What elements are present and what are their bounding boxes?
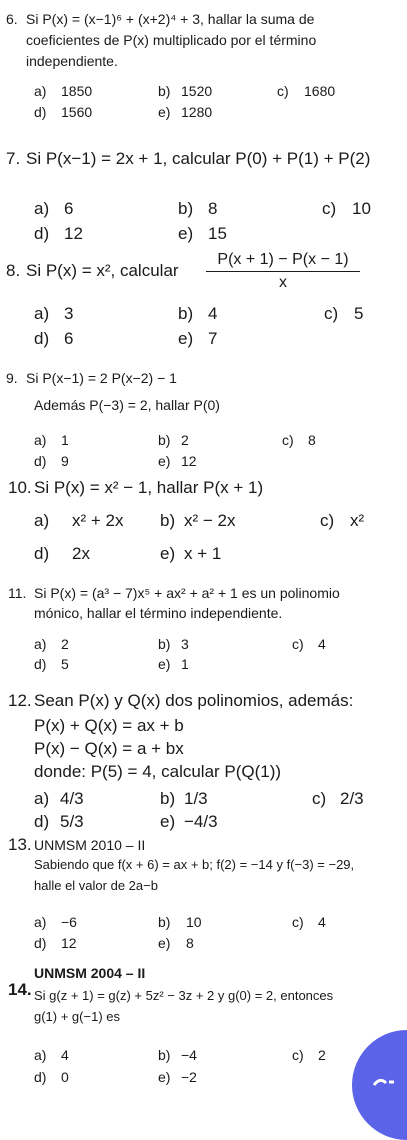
problem-statement-line: Sabiendo que f(x + 6) = ax + b; f(2) = −14 y f(−3) = −29, <box>34 857 355 872</box>
option-letter: a) <box>34 789 50 808</box>
option-value: 5 <box>354 304 364 323</box>
problem-statement-line: mónico, hallar el término independiente. <box>34 605 283 621</box>
exam-source: UNMSM 2010 – II <box>34 837 146 853</box>
option-value: x² + 2x <box>72 511 124 530</box>
option-value: 1850 <box>61 83 93 99</box>
option-value: 6 <box>64 329 74 348</box>
option-value: 10 <box>186 914 202 930</box>
option-letter: a) <box>34 199 50 218</box>
option-letter: b) <box>178 199 194 218</box>
option-value: 4 <box>318 914 326 930</box>
problem-statement-line: Si P(x−1) = 2x + 1, calcular P(0) + P(1) + P(2) <box>26 149 371 168</box>
option-value: x² <box>350 511 365 530</box>
option-letter: e) <box>158 935 171 951</box>
option-letter: b) <box>158 636 171 652</box>
problem-number: 13. <box>8 835 32 854</box>
problem-statement-line: Sean P(x) y Q(x) dos polinomios, además: <box>34 691 354 710</box>
option-value: 5/3 <box>60 812 84 831</box>
option-value: 12 <box>64 224 83 243</box>
fraction <box>206 251 360 292</box>
problem-statement-line: Además P(−3) = 2, hallar P(0) <box>34 397 220 413</box>
option-value: 7 <box>208 329 218 348</box>
problem-number: 14. <box>8 980 32 999</box>
problem-statement-line: Si P(x−1) = 2 P(x−2) − 1 <box>26 370 177 386</box>
problem-statement-line: P(x) − Q(x) = a + bx <box>34 739 184 758</box>
exam-source: UNMSM 2004 – II <box>34 965 146 981</box>
option-letter: c) <box>277 83 289 99</box>
problem-statement-line: independiente. <box>26 53 118 69</box>
option-value: 1/3 <box>184 789 208 808</box>
option-value: −6 <box>61 914 77 930</box>
option-letter: e) <box>160 544 176 563</box>
option-value: 2x <box>72 544 90 563</box>
option-value: 4 <box>61 1047 69 1063</box>
option-value: x + 1 <box>184 544 222 563</box>
fraction-numerator: P(x + 1) − P(x − 1) <box>217 251 349 268</box>
option-letter: d) <box>34 104 47 120</box>
option-letter: a) <box>34 914 47 930</box>
problem-statement-line: g(1) + g(−1) es <box>34 1009 120 1024</box>
option-value: 8 <box>208 199 218 218</box>
option-letter: a) <box>34 432 47 448</box>
problem-number: 12. <box>8 691 32 710</box>
fraction-denominator: x <box>279 274 287 291</box>
option-letter: b) <box>160 511 176 530</box>
option-letter: b) <box>158 83 171 99</box>
option-letter: e) <box>158 656 171 672</box>
problem-statement-line: P(x) + Q(x) = ax + b <box>34 716 184 735</box>
option-letter: b) <box>160 789 176 808</box>
option-letter: e) <box>178 329 194 348</box>
option-value: 1280 <box>181 104 213 120</box>
option-letter: d) <box>34 329 50 348</box>
problem-number: 11. <box>8 585 27 601</box>
option-value: 4 <box>318 636 326 652</box>
option-value: 12 <box>181 453 197 469</box>
problem-number: 10. <box>8 478 32 497</box>
option-value: 5 <box>61 656 69 672</box>
corner-mark-icon-svg <box>372 1075 396 1089</box>
option-value: 15 <box>208 224 227 243</box>
option-value: 2 <box>318 1047 326 1063</box>
option-letter: e) <box>158 104 171 120</box>
option-value: 12 <box>61 935 77 951</box>
option-letter: a) <box>34 636 47 652</box>
problem-statement-line: halle el valor de 2a−b <box>34 878 158 893</box>
fraction-bar <box>206 271 360 272</box>
option-letter: c) <box>292 914 304 930</box>
option-value: 10 <box>352 199 371 218</box>
option-value: 1680 <box>304 83 336 99</box>
option-letter: c) <box>292 636 304 652</box>
option-value: 9 <box>61 453 69 469</box>
option-letter: c) <box>324 304 339 323</box>
option-value: 8 <box>308 432 316 448</box>
problem-statement-line: Si g(z + 1) = g(z) + 5z² − 3z + 2 y g(0) = 2, entonces <box>34 988 334 1003</box>
option-value: x² − 2x <box>184 511 236 530</box>
option-value: 1 <box>181 656 189 672</box>
option-value: −2 <box>181 1069 197 1085</box>
option-value: 1520 <box>181 83 213 99</box>
problem-number: 7. <box>6 149 21 168</box>
option-letter: a) <box>34 83 47 99</box>
option-value: 4/3 <box>60 789 84 808</box>
problem-statement-line: Si P(x) = (x−1)⁶ + (x+2)⁴ + 3, hallar la suma de <box>26 11 315 27</box>
problem-statement-line: Si P(x) = (a³ − 7)x⁵ + ax² + a² + 1 es un polinomio <box>34 585 340 601</box>
problem-statement-line: coeficientes de P(x) multiplicado por el término <box>26 32 317 48</box>
option-letter: e) <box>178 224 194 243</box>
option-letter: c) <box>320 511 335 530</box>
problem-statement-line: donde: P(5) = 4, calcular P(Q(1)) <box>34 762 282 781</box>
problem-statement-line: Si P(x) = x² − 1, hallar P(x + 1) <box>34 478 264 497</box>
option-value: 3 <box>64 304 74 323</box>
option-letter: a) <box>34 511 50 530</box>
option-value: 2 <box>61 636 69 652</box>
option-value: 6 <box>64 199 74 218</box>
option-letter: e) <box>160 812 176 831</box>
option-letter: d) <box>34 453 47 469</box>
option-value: 1560 <box>61 104 93 120</box>
option-letter: d) <box>34 656 47 672</box>
problem-number: 9. <box>6 370 18 386</box>
option-value: −4/3 <box>184 812 218 831</box>
option-letter: b) <box>158 914 171 930</box>
option-value: 3 <box>181 636 189 652</box>
option-value: 2 <box>181 432 189 448</box>
option-letter: d) <box>34 935 47 951</box>
problem-number: 8. <box>6 261 21 280</box>
corner-mark-icon <box>372 1075 396 1094</box>
option-value: 1 <box>61 432 69 448</box>
option-value: 0 <box>61 1069 69 1085</box>
option-letter: b) <box>158 1047 171 1063</box>
option-letter: a) <box>34 1047 47 1063</box>
option-letter: c) <box>312 789 327 808</box>
option-letter: d) <box>34 812 50 831</box>
option-letter: e) <box>158 453 171 469</box>
option-letter: d) <box>34 544 50 563</box>
option-value: 4 <box>208 304 218 323</box>
option-value: 2/3 <box>340 789 364 808</box>
problem-number: 6. <box>6 11 18 27</box>
option-letter: d) <box>34 1069 47 1085</box>
option-letter: d) <box>34 224 50 243</box>
option-value: −4 <box>181 1047 197 1063</box>
problem-statement-line: Si P(x) = x², calcular <box>26 261 179 280</box>
option-letter: c) <box>292 1047 304 1063</box>
option-letter: a) <box>34 304 50 323</box>
option-value: 8 <box>186 935 194 951</box>
option-letter: c) <box>322 199 337 218</box>
option-letter: b) <box>178 304 194 323</box>
option-letter: c) <box>282 432 294 448</box>
option-letter: b) <box>158 432 171 448</box>
option-letter: e) <box>158 1069 171 1085</box>
